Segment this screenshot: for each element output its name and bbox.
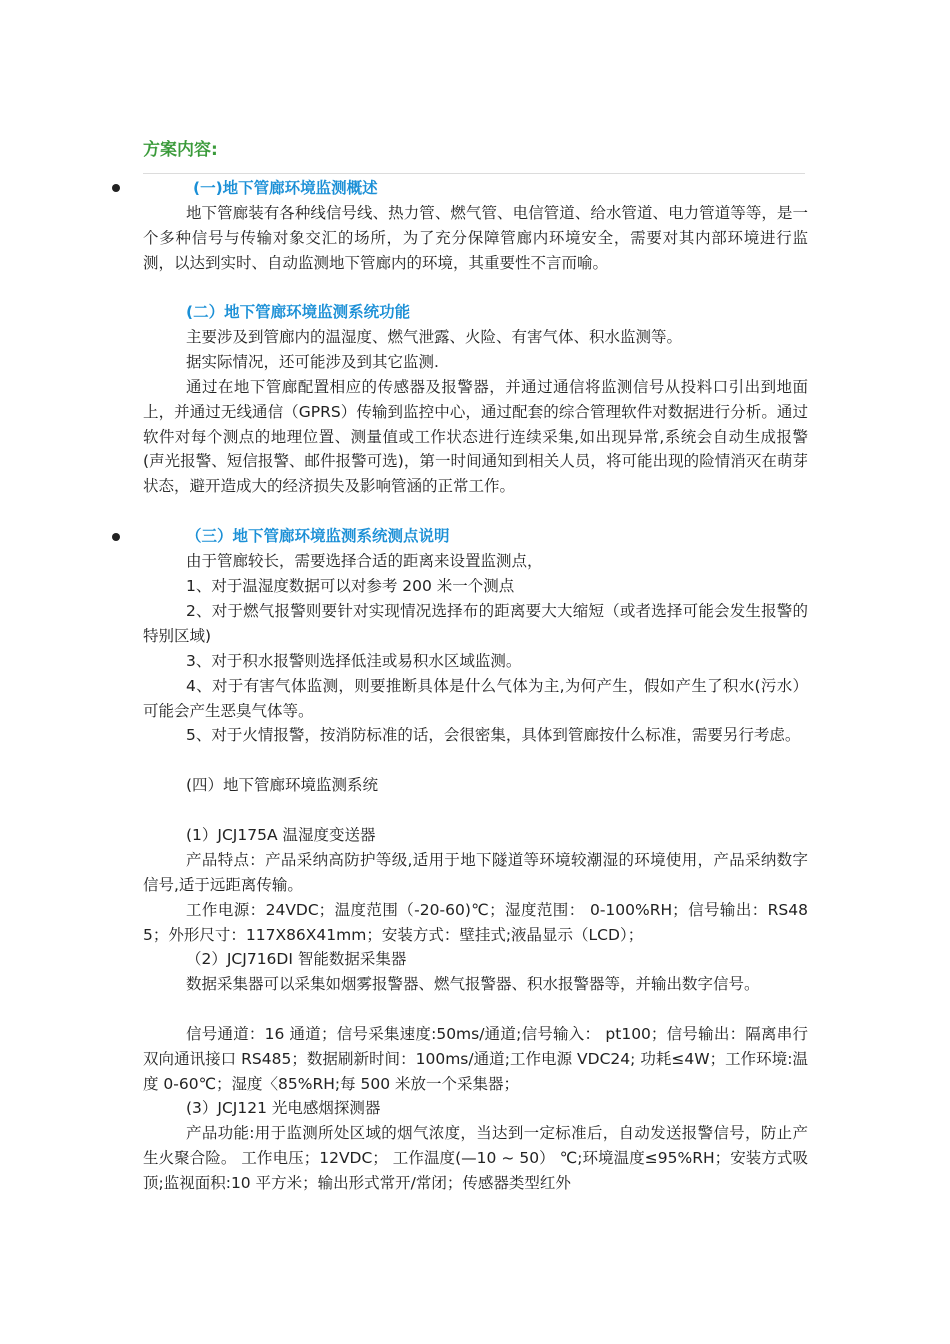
paragraph: 产品功能:用于监测所处区域的烟气浓度，当达到一定标准后，自动发送报警信号，防止产生火聚合险。 工作电压；12VDC； 工作温度(—10 ~ 50） ℃;环境温度≤95%RH；安装方式吸顶;监视面积:10 平方米；输出形式常开/常闭；传感器类型红外	[143, 1124, 808, 1192]
paragraph: 4、对于有害气体监测，则要推断具体是什么气体为主,为何产生，假如产生了积水(污水）可能会产生恶臭气体等。	[143, 677, 808, 720]
page-title: 方案内容:	[143, 140, 218, 160]
product-heading-2: （2）JCJ716DI 智能数据采集器	[186, 950, 407, 968]
paragraph: 2、对于燃气报警则要针对实现情况选择布的距离要大大缩短（或者选择可能会发生报警的特别区域)	[143, 602, 808, 645]
paragraph: 工作电源：24VDC；温度范围（-20-60)℃；湿度范围： 0-100%RH；信号输出：RS485；外形尺寸：117X86X41mm；安装方式：壁挂式;液晶显示（LCD）；	[143, 901, 808, 944]
paragraph: 据实际情况，还可能涉及到其它监测.	[186, 353, 439, 371]
bullet-dot	[112, 184, 120, 192]
section-heading-1: (一)地下管廊环境监测概述	[193, 179, 378, 197]
paragraph: 主要涉及到管廊内的温湿度、燃气泄露、火险、有害气体、积水监测等。	[186, 328, 683, 346]
paragraph: 产品特点：产品采纳高防护等级,适用于地下隧道等环境较潮湿的环境使用，产品采纳数字信号,适于远距离传输。	[143, 851, 808, 894]
product-heading-1: (1）JCJ175A 温湿度变送器	[186, 826, 376, 844]
paragraph: (四）地下管廊环境监测系统	[186, 776, 379, 794]
paragraph: 1、对于温湿度数据可以对参考 200 米一个测点	[186, 577, 515, 595]
paragraph: 通过在地下管廊配置相应的传感器及报警器，并通过通信将监测信号从投料口引出到地面上，并通过无线通信（GPRS）传输到监控中心，通过配套的综合管理软件对数据进行分析。通过软件对每个测点的地理位置、测量值或工作状态进行连续采集,如出现异常,系统会自动生成报警(声光报警、短信报警、邮件报警可选)，第一时间通知到相关人员，将可能出现的险情消灭在萌芽状态，避开造成大的经济损失及影响管涵的正常工作。	[143, 378, 808, 496]
title-divider	[143, 173, 805, 174]
paragraph: 数据采集器可以采集如烟雾报警器、燃气报警器、积水报警器等，并输出数字信号。	[186, 975, 760, 993]
paragraph: 5、对于火情报警，按消防标准的话，会很密集，具体到管廊按什么标准，需要另行考虑。	[186, 726, 801, 744]
paragraph: 地下管廊装有各种线信号线、热力管、燃气管、电信管道、给水管道、电力管道等等，是一个多种信号与传输对象交汇的场所，为了充分保障管廊内环境安全，需要对其内部环境进行监测，以达到实时、自动监测地下管廊内的环境，其重要性不言而喻。	[143, 204, 808, 272]
section-heading-2: (二）地下管廊环境监测系统功能	[186, 303, 411, 321]
paragraph: 由于管廊较长，需要选择合适的距离来设置监测点，	[186, 552, 543, 570]
product-heading-3: (3）JCJ121 光电感烟探测器	[186, 1099, 381, 1117]
paragraph: 3、对于积水报警则选择低洼或易积水区域监测。	[186, 652, 522, 670]
bullet-dot	[112, 533, 120, 541]
section-heading-3: （三）地下管廊环境监测系统测点说明	[186, 527, 450, 545]
paragraph: 信号通道：16 通道；信号采集速度:50ms/通道;信号输入： pt100；信号输出：隔离串行双向通讯接口 RS485；数据刷新时间：100ms/通道;工作电源 VDC24; 功耗≤4W；工作环境:温度 0-60℃；湿度〈85%RH;每 500 米放一个采集器；	[143, 1025, 808, 1093]
